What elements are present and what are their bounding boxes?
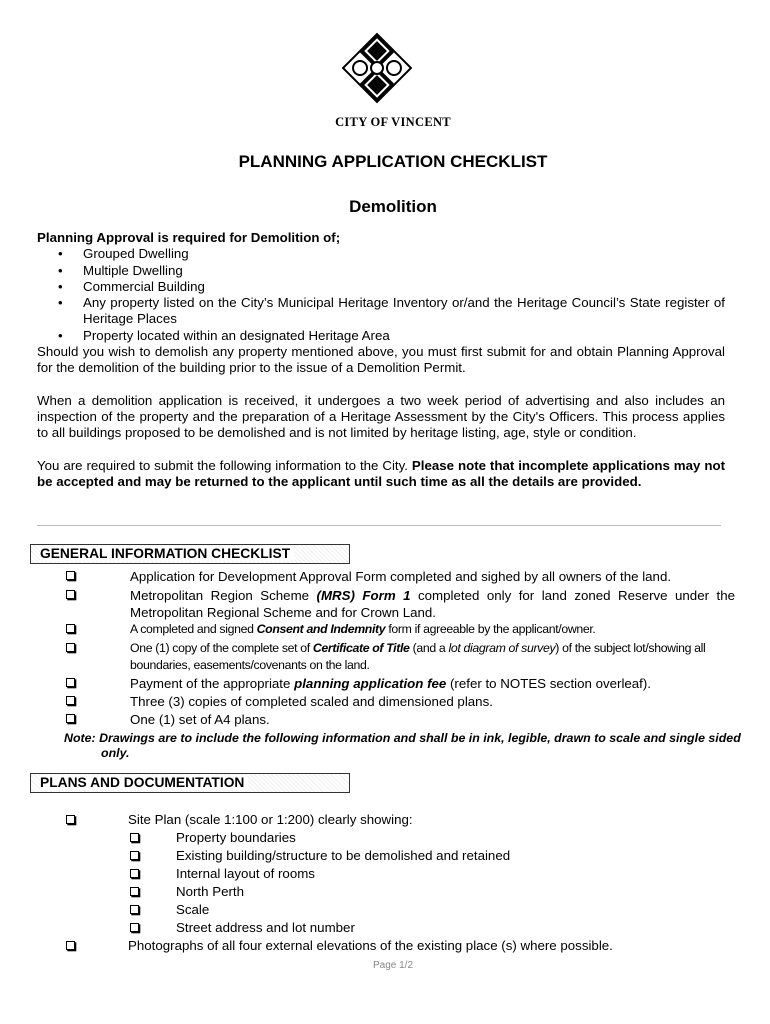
intro-paragraph-1: Should you wish to demolish any property mentioned above, you must first submit for and obtain Planning Approval for the demolition of the building prior to the issue of a Demolition Permit.: [37, 344, 725, 376]
city-of-vincent-crest-icon: [342, 32, 412, 104]
checkbox[interactable]: [66, 643, 75, 652]
checkbox[interactable]: [66, 571, 75, 580]
checkbox[interactable]: [66, 714, 75, 723]
intro-section: [37, 230, 725, 490]
sub-checklist-item: Street address and lot number: [176, 920, 355, 935]
checkbox[interactable]: [130, 923, 139, 932]
intro-paragraph-2: When a demolition application is received, it undergoes a two week period of advertising and also includes an inspection of the property and the preparation of a Heritage Assessment by the City's Officers. This process applies to all buildings proposed to be demolished and is not limited by heritage listing, age, style or condition.: [37, 392, 725, 441]
council-name: CITY OF VINCENT: [335, 115, 451, 129]
page-subtitle: Demolition: [349, 197, 437, 216]
list-item: • Multiple Dwelling: [58, 262, 183, 278]
page-number: Page 1/2: [372, 960, 414, 971]
checkbox[interactable]: [66, 941, 75, 950]
checkbox[interactable]: [66, 624, 75, 633]
drawing-note: Note: Drawings are to include the following information and shall be in ink, legible, drawn to scale and single sided only.: [64, 731, 741, 760]
sub-checklist-item: Existing building/structure to be demolished and retained: [176, 848, 511, 863]
sub-checklist-item: North Perth: [176, 884, 244, 899]
list-item: • Commercial Building: [58, 278, 205, 294]
divider: [37, 525, 721, 526]
checklist-item: Application for Development Approval Form completed and sighed by all owners of the land.: [130, 569, 672, 584]
checkbox[interactable]: [130, 869, 139, 878]
plans-heading: PLANS AND DOCUMENTATION: [30, 773, 350, 793]
checklist-item: A completed and signed Consent and Indemnity form if agreeable by the applicant/owner.: [130, 622, 596, 636]
checkbox[interactable]: [66, 696, 75, 705]
photographs-item: Photographs of all four external elevations of the existing place (s) where possible.: [128, 938, 613, 953]
sub-checklist-item: Internal layout of rooms: [176, 866, 315, 881]
site-plan-item: Site Plan (scale 1:100 or 1:200) clearly showing:: [128, 812, 413, 827]
checklist-item: Payment of the appropriate planning application fee (refer to NOTES section overleaf).: [130, 676, 651, 691]
sub-checklist-item: Property boundaries: [176, 830, 296, 845]
list-item: • Grouped Dwelling: [58, 246, 189, 262]
sub-checklist-item: Scale: [176, 902, 210, 917]
checklist-item: One (1) set of A4 plans.: [130, 712, 270, 727]
checkbox[interactable]: [130, 833, 139, 842]
checkbox[interactable]: [130, 887, 139, 896]
checkbox[interactable]: [66, 590, 75, 599]
checkbox[interactable]: [130, 905, 139, 914]
checklist-item: Metropolitan Region Scheme (MRS) Form 1 completed only for land zoned Reserve under the Metropolitan Regional Scheme and for Crown Land.: [130, 588, 735, 620]
checklist-item: One (1) copy of the complete set of Certificate of Title (and a lot diagram of survey) of the subject lot/showing all boundaries, easements/covenants on the land.: [130, 641, 706, 672]
page-title: PLANNING APPLICATION CHECKLIST: [238, 152, 548, 171]
checkbox[interactable]: [130, 851, 139, 860]
list-item: • Any property listed on the City’s Municipal Heritage Inventory or/and the Heritage Council’s State register of Heritage Places: [58, 295, 725, 327]
checklist-item: Three (3) copies of completed scaled and dimensioned plans.: [130, 694, 493, 709]
checkbox[interactable]: [66, 678, 75, 687]
checkbox[interactable]: [66, 815, 75, 824]
general-checklist-heading: GENERAL INFORMATION CHECKLIST: [30, 544, 350, 564]
intro-paragraph-3: You are required to submit the following information to the City. Please note that incomplete applications may not be accepted and may be returned to the applicant until such time as all the details are provided.: [37, 457, 726, 489]
intro-lead: Planning Approval is required for Demolition of;: [37, 230, 341, 245]
list-item: • Property located within an designated Heritage Area: [58, 327, 390, 343]
